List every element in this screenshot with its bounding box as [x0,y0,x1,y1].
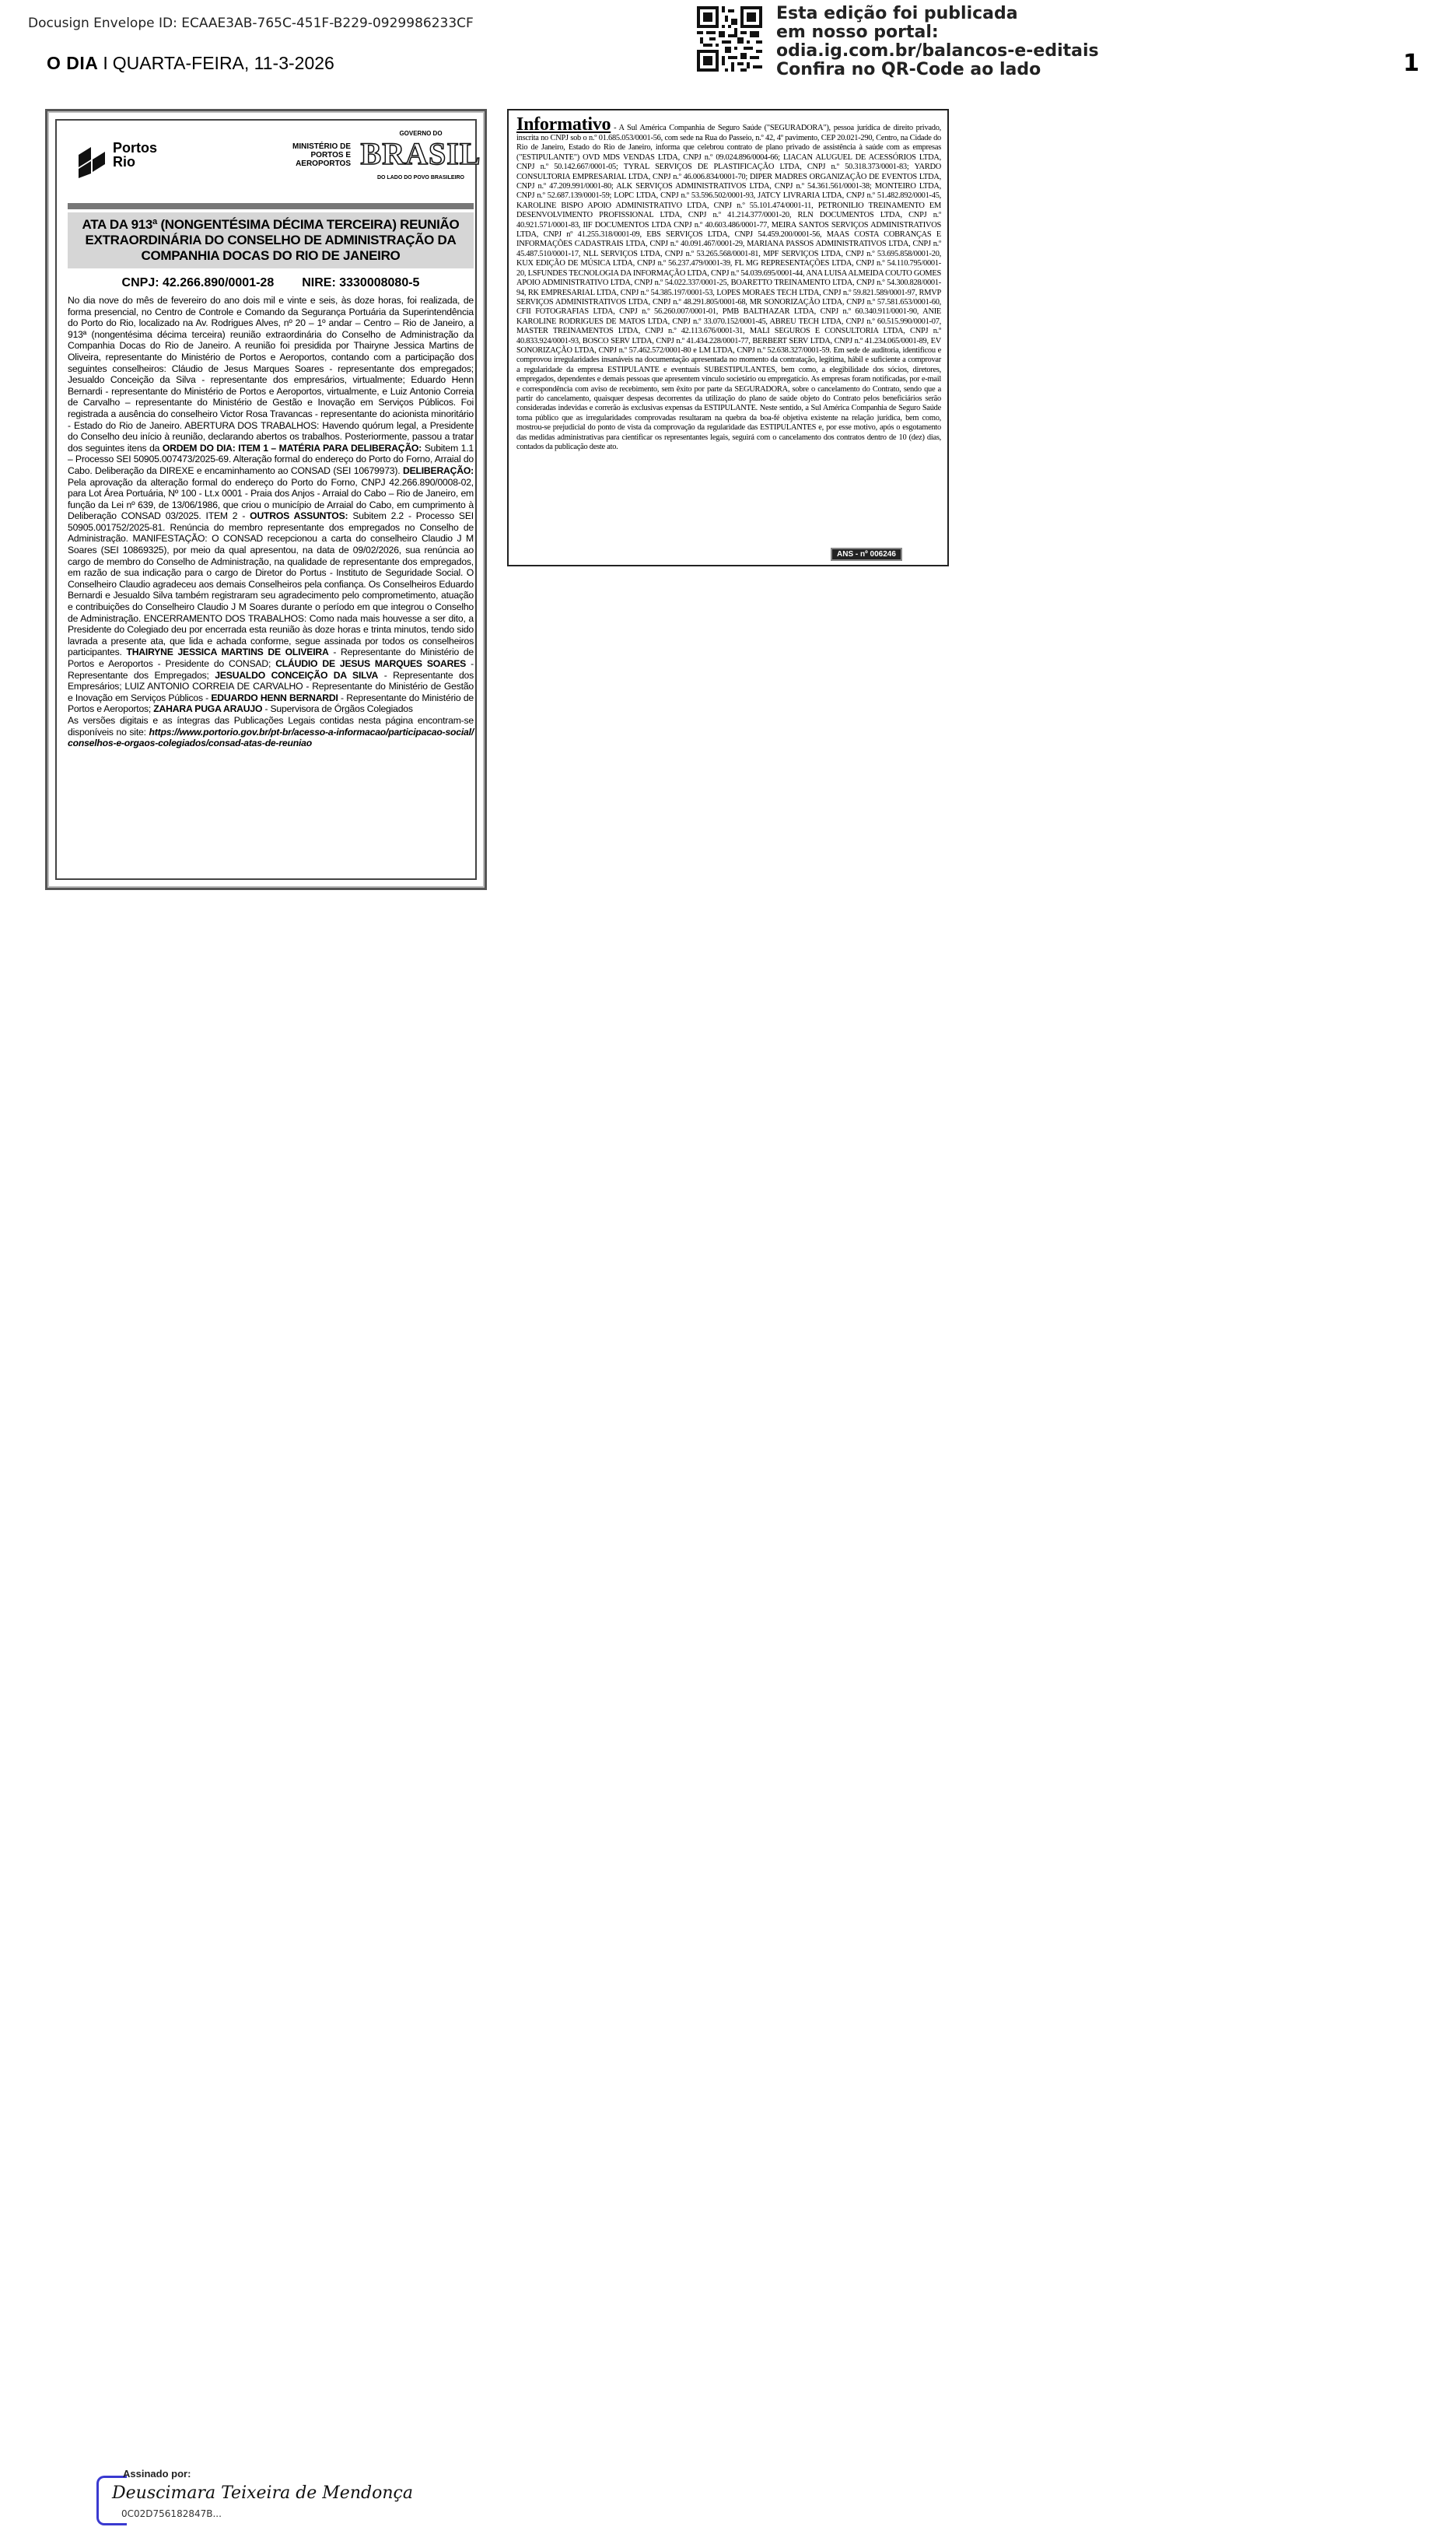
portal-notice [776,5,1099,79]
ata-body-text [68,295,474,749]
portos-rio-logo-icon [75,144,111,180]
informativo-notice [507,109,949,566]
gov-bottom-text: DO LADO DO POVO BRASILEIRO [376,175,464,180]
signatory-name: JESUALDO CONCEIÇÃO DA SILVA [215,669,379,681]
masthead-separator: I [103,53,108,73]
portal-line-2: em nosso portal: [776,23,939,42]
page-number: 1 [1403,50,1419,77]
ministry-line-2: PORTOS E [310,151,351,159]
edition-date: QUARTA-FEIRA, 11-3-2026 [112,53,334,73]
ministry-label [250,142,351,168]
ata-bold-heading: DELIBERAÇÃO: [402,464,474,476]
qr-code-icon[interactable] [697,6,762,72]
ata-bold-heading: OUTROS ASSUNTOS: [250,510,348,522]
gov-top-text: GOVERNO DO [399,130,443,137]
ata-paragraph: Subitem 2.2 - Processo SEI 50905.001752/2025-81. Renúncia do membro representante dos empregados no Conselho de Administração. MANIFESTAÇÃO: O CONSAD recepcionou a carta do conselheiro Claudio J M Soares (SEI 10869325), por meio da qual apresentou, na data de 09/02/2026, sua renúncia ao cargo de membro do Conselho de Administração, na qualidade de representante dos empregados, em razão de sua indicação para o cargo de Diretor do Portus - Instituto de Seguridade Social. O Conselheiro Claudio agradeceu aos demais Conselheiros pela confiança. Os Conselheiros Eduardo Bernardi e Jesualdo Silva também registraram seu agradecimento pelo comprometimento, atuação e contribuições do Conselheiro Claudio J M Soares durante o período em que integrou o Conselho de Administração. ENCERRAMENTO DOS TRABALHOS: Como nada mais houvesse a ser dito, a Presidente do Colegiado deu por encerrada esta reunião às doze horas e trinta minutos, tendo sido lavrada a presente ata, que lida e achada conforme, segue assinada por todos os conselheiros participantes. [68,510,474,658]
title-divider [68,203,474,209]
signature-name: Deuscimara Teixeira de Mendonça [112,2483,413,2503]
consad-atas-link[interactable]: https://www.portorio.gov.br/pt-br/acesso-a-informacao/participacao-social/conselhos-e-orgaos-colegiados/consad-atas-de-reuniao [68,726,474,749]
signatory-role: - Representante do Ministério de Portos e Aeroportos; [68,692,474,715]
ans-registration-badge: ANS - nº 006246 [831,548,902,561]
ministry-line-1: MINISTÉRIO DE [292,142,351,151]
gov-brasil-word: BRASIL [360,136,481,171]
cnpj-value: CNPJ: 42.266.890/0001-28 [121,276,275,289]
informativo-heading: Informativo [516,114,611,135]
signatory-name: ZAHARA PUGA ARAUJO [153,703,263,715]
cnpj-nire-line [68,276,474,290]
ata-paragraph: Pela aprovação da alteração formal do endereço do Porto do Forno, CNPJ 42.266.890/0008-02, para Lot Área Portuária, Nº 100 - Lt.x 0001 - Praia dos Anjos - Arraial do Cabo – Rio de Janeiro, em função da Lei nº 639, de 13/06/1986, que criou o município de Arraial do Cabo, em cumprimento à Deliberação CONSAD 03/2025. ITEM 2 - [68,476,474,522]
signatory-name: CLÁUDIO DE JESUS MARQUES SOARES [275,658,467,669]
signatory-role: - Representante dos Empresários; LUIZ ANTONIO CORREIA DE CARVALHO - Representante do Ministério de Gestão e Inovação em Serviços Públicos - [68,669,474,703]
ministry-line-3: AEROPORTOS [296,159,351,168]
docusign-envelope-id: Docusign Envelope ID: ECAAE3AB-765C-451F-B229-0929986233CF [28,16,474,31]
signatory-role: - Representante dos Empregados; [68,658,474,681]
ata-notice [45,109,487,890]
newspaper-brand: O DIA [47,53,99,73]
ata-bold-heading: ORDEM DO DIA: ITEM 1 – MATÉRIA PARA DELIBERAÇÃO: [162,442,422,454]
portal-url-link[interactable]: odia.ig.com.br/balancos-e-editais [776,41,1099,61]
informativo-paragraph: - A Sul América Companhia de Seguro Saúde ("SEGURADORA"), pessoa jurídica de direito privado, inscrita no CNPJ sob o n.º 01.685.053/0001-56, com sede na Rua do Passeio, n.º 42, 4º pavimento, CEP 20.021-290, Centro, na Cidade do Rio de Janeiro, Estado do Rio de Janeiro, informa que celebrou contrato de plano privado de assistência à saúde com as empresas ("ESTIPULANTE") OVD MDS VENDAS LTDA, CNPJ n.º 09.024.896/0004-66; LIACAN ALUGUEL DE ACESSÓRIOS LTDA, CNPJ n.º 50.142.667/0001-05; TYRAL SERVIÇOS DE PLASTIFICAÇÃO LTDA, CNPJ n.º 50.318.373/0001-83; YARDO CONSULTORIA EMPRESARIAL LTDA, CNPJ n.º 46.006.834/0001-70; DIPER MADRES ORGANIZAÇÃO DE EVENTOS LTDA, CNPJ n.º 47.209.991/0001-80; ALK SERVIÇOS ADMINISTRATIVOS LTDA, CNPJ n.º 54.361.561/0001-38; MONTEIRO LTDA, CNPJ n.º 52.687.139/0001-59; LOPC LTDA, CNPJ n.º 53.596.502/0001-93, JATCY LIVRARIA LTDA, CNPJ n.º 51.482.892/0001-45, KAROLINE BISPO APOIO ADMINISTRATIVO LTDA, CNPJ n.º 55.101.474/0001-11, PETRONILIO TREINAMENTO EM DESENVOLVIMENTO PROFISSIONAL LTDA, CNPJ n.º 41.214.377/0001-20, RLN DOCUMENTOS LTDA, CNPJ n.º 40.921.571/0001-83, IIF DOCUMENTOS LTDA CNPJ n.º 40.603.486/0001-77, MEIRA SANTOS SERVIÇOS ADMINISTRATIVOS LTDA, CNPJ nº 41.255.318/0001-09, EBS SERVIÇOS LTDA, CNPJ 54.459.200/0001-56, MAAS COSTA COBRANÇAS E INFORMAÇÕES CADASTRAIS LTDA, CNPJ n.º 40.091.467/0001-29, MARIANA PASSOS ADMINISTRATIVOS LTDA, CNPJ n.º 45.487.510/0001-17, NLL SERVIÇOS LTDA, CNPJ n.º 53.265.568/0001-81, MPF SERVIÇOS LTDA, CNPJ n.º 53.695.858/0001-20, KUX EDIÇÃO DE MÚSICA LTDA, CNPJ n.º 56.237.479/0001-39, FL MG REPRESENTAÇÕES LTDA, CNPJ n.º 54.110.795/0001-20, LSFUNDES TECNOLOGIA DA INFORMAÇÃO LTDA, CNPJ n.º 54.039.695/0001-44, ANA LUISA ALMEIDA COUTO GOMES APOIO ADMINISTRATIVO LTDA, CNPJ n.º 54.022.337/0001-25, BOARETTO TREINAMENTO LTDA, CNPJ n.º 54.300.828/0001-94, RK EMPRESARIAL LTDA, CNPJ n.º 54.385.197/0001-53, LOPES MORAES TECH LTDA, CNPJ n.º 59.821.589/0001-97, RMVP SERVIÇOS ADMINISTRATIVOS LTDA, CNPJ n.º 48.291.805/0001-68, MR SONORIZAÇÃO LTDA, CNPJ n.º 57.581.653/0001-60, CFII FOTOGRAFIAS LTDA, CNPJ n.º 56.260.007/0001-01, PMB BALTHAZAR LTDA, CNPJ n.º 60.340.911/0001-90, ANIE KAROLINE RODRIGUES DE MATOS LTDA, CNPJ n.º 33.070.152/0001-45, ABREU TECH LTDA, CNPJ n.º 60.515.990/0001-07, MASTER TREINAMENTOS LTDA, CNPJ n.º 42.113.676/0001-31, MALI SEGUROS E CONSULTORIA LTDA, CNPJ n.º 40.833.924/0001-93, BOSCO SERV LTDA, CNPJ n.º 41.434.228/0001-77, BERBERT SERV LTDA, CNPJ n.º 41.234.065/0001-89, EV SONORIZAÇÃO LTDA, CNPJ n.º 57.462.572/0001-80 e LM LTDA, CNPJ n.º 52.638.327/0001-59. Em sede de auditoria, identificou e comprovou irregularidades insanáveis na documentação apresentada no momento da contratação, legítima, hábil e suficiente a comprovar a regularidade da empresa ESTIPULANTE e eventuais SUBESTIPULANTES, bem como, a elegibilidade dos sócios, diretores, empregados, dependentes e demais pessoas que apresentem vínculo societário ou empregatício. As empresas foram notificadas, por e-mail e correspondência com aviso de recebimento, sem êxito por parte da SEGURADORA, sobre o cancelamento do Contrato, sendo que a partir do cancelamento, quaisquer despesas decorrentes da utilização do plano de saúde objeto do Contrato pelos beneficiários serão consideradas indevidas e correrão às exclusivas expensas da ESTIPULANTE. Neste sentido, a Sul América Companhia de Seguro Saúde torna público que as irregularidades comprovadas resultaram na quebra da boa-fé objetiva existente na relação jurídica, bem como, mostrou-se prejudicial do ponto de vista da comprovação da regularidade das ESTIPULANTES e, por esse motivo, após o esgotamento das medidas administrativas para cientificar os representantes legais, seguirá com o cancelamento dos contratos dentro de 10 (dez) dias, contados da publicação deste ato. [516,124,941,451]
signature-hash: 0C02D756182847B... [121,2508,222,2519]
signatory-name: THAIRYNE JESSICA MARTINS DE OLIVEIRA [126,647,329,658]
nire-value: NIRE: 3330008080-5 [302,276,420,289]
rio-word: Rio [113,154,135,170]
ata-paragraph: Subitem 1.1 – Processo SEI 50905.007473/2025-69. Alteração formal do endereço do Porto do Forno, Arraial do Cabo. Deliberação da DIREXE e encaminhamento ao CONSAD (SEI 10679973). [68,442,474,476]
governo-brasil-logo [359,130,483,186]
informativo-body-text [516,115,941,452]
portal-line-1: Esta edição foi publicada [776,4,1018,23]
signatory-role: - Representante do Ministério de Portos e Aeroportos - Presidente do CONSAD; [68,647,474,669]
ata-paragraph: No dia nove do mês de fevereiro do ano dois mil e vinte e seis, às doze horas, foi realizada, de forma presencial, no Centro de Controle e Comando da Segurança Portuária da Superintendência do Porto do Rio, localizado na Av. Rodrigues Alves, nº 20 – 1º andar – Centro – Rio de Janeiro, a 913ª (nongentésima décima terceira) reunião extraordinária do Conselho de Administração da Companhia Docas do Rio de Janeiro. A reunião foi presidida por Thairyne Jessica Martins de Oliveira, representante do Ministério de Portos e Aeroportos, contando com a participação dos seguintes conselheiros: Cláudio de Jesus Marques Soares - representante dos empregados; Jesualdo Conceição da Silva - representante dos empresários, virtualmente; Eduardo Henn Bernardi - representante do Ministério de Portos e Aeroportos, virtualmente, e Luiz Antonio Correia de Carvalho – representante do Ministério de Gestão e Inovação em Serviços Públicos. Foi registrada a ausência do conselheiro Victor Rosa Travancas - representante do acionista minoritário - Estado do Rio de Janeiro. ABERTURA DOS TRABALHOS: Havendo quórum legal, a Presidente do Conselho deu início à reunião, declarando abertos os trabalhos. Posteriormente, passou a tratar dos seguintes itens da [68,295,474,454]
portos-word: Portos [113,140,158,156]
portal-line-4: Confira no QR-Code ao lado [776,60,1041,79]
digital-versions-note: As versões digitais e as íntegras das Publicações Legais contidas nesta página encontram-se disponíveis no site: [68,714,474,738]
signature-label: Assinado por: [123,2468,191,2480]
signatory-role: - Supervisora de Órgãos Colegiados [264,703,413,715]
signatory-name: EDUARDO HENN BERNARDI [211,692,338,703]
newspaper-masthead [47,53,334,74]
portos-rio-logo-text [113,141,157,169]
ata-title: ATA DA 913ª (NONGENTÉSIMA DÉCIMA TERCEIRA) REUNIÃO EXTRAORDINÁRIA DO CONSELHO DE ADMINISTRAÇÃO DA COMPANHIA DOCAS DO RIO DE JANEIRO [68,212,474,268]
